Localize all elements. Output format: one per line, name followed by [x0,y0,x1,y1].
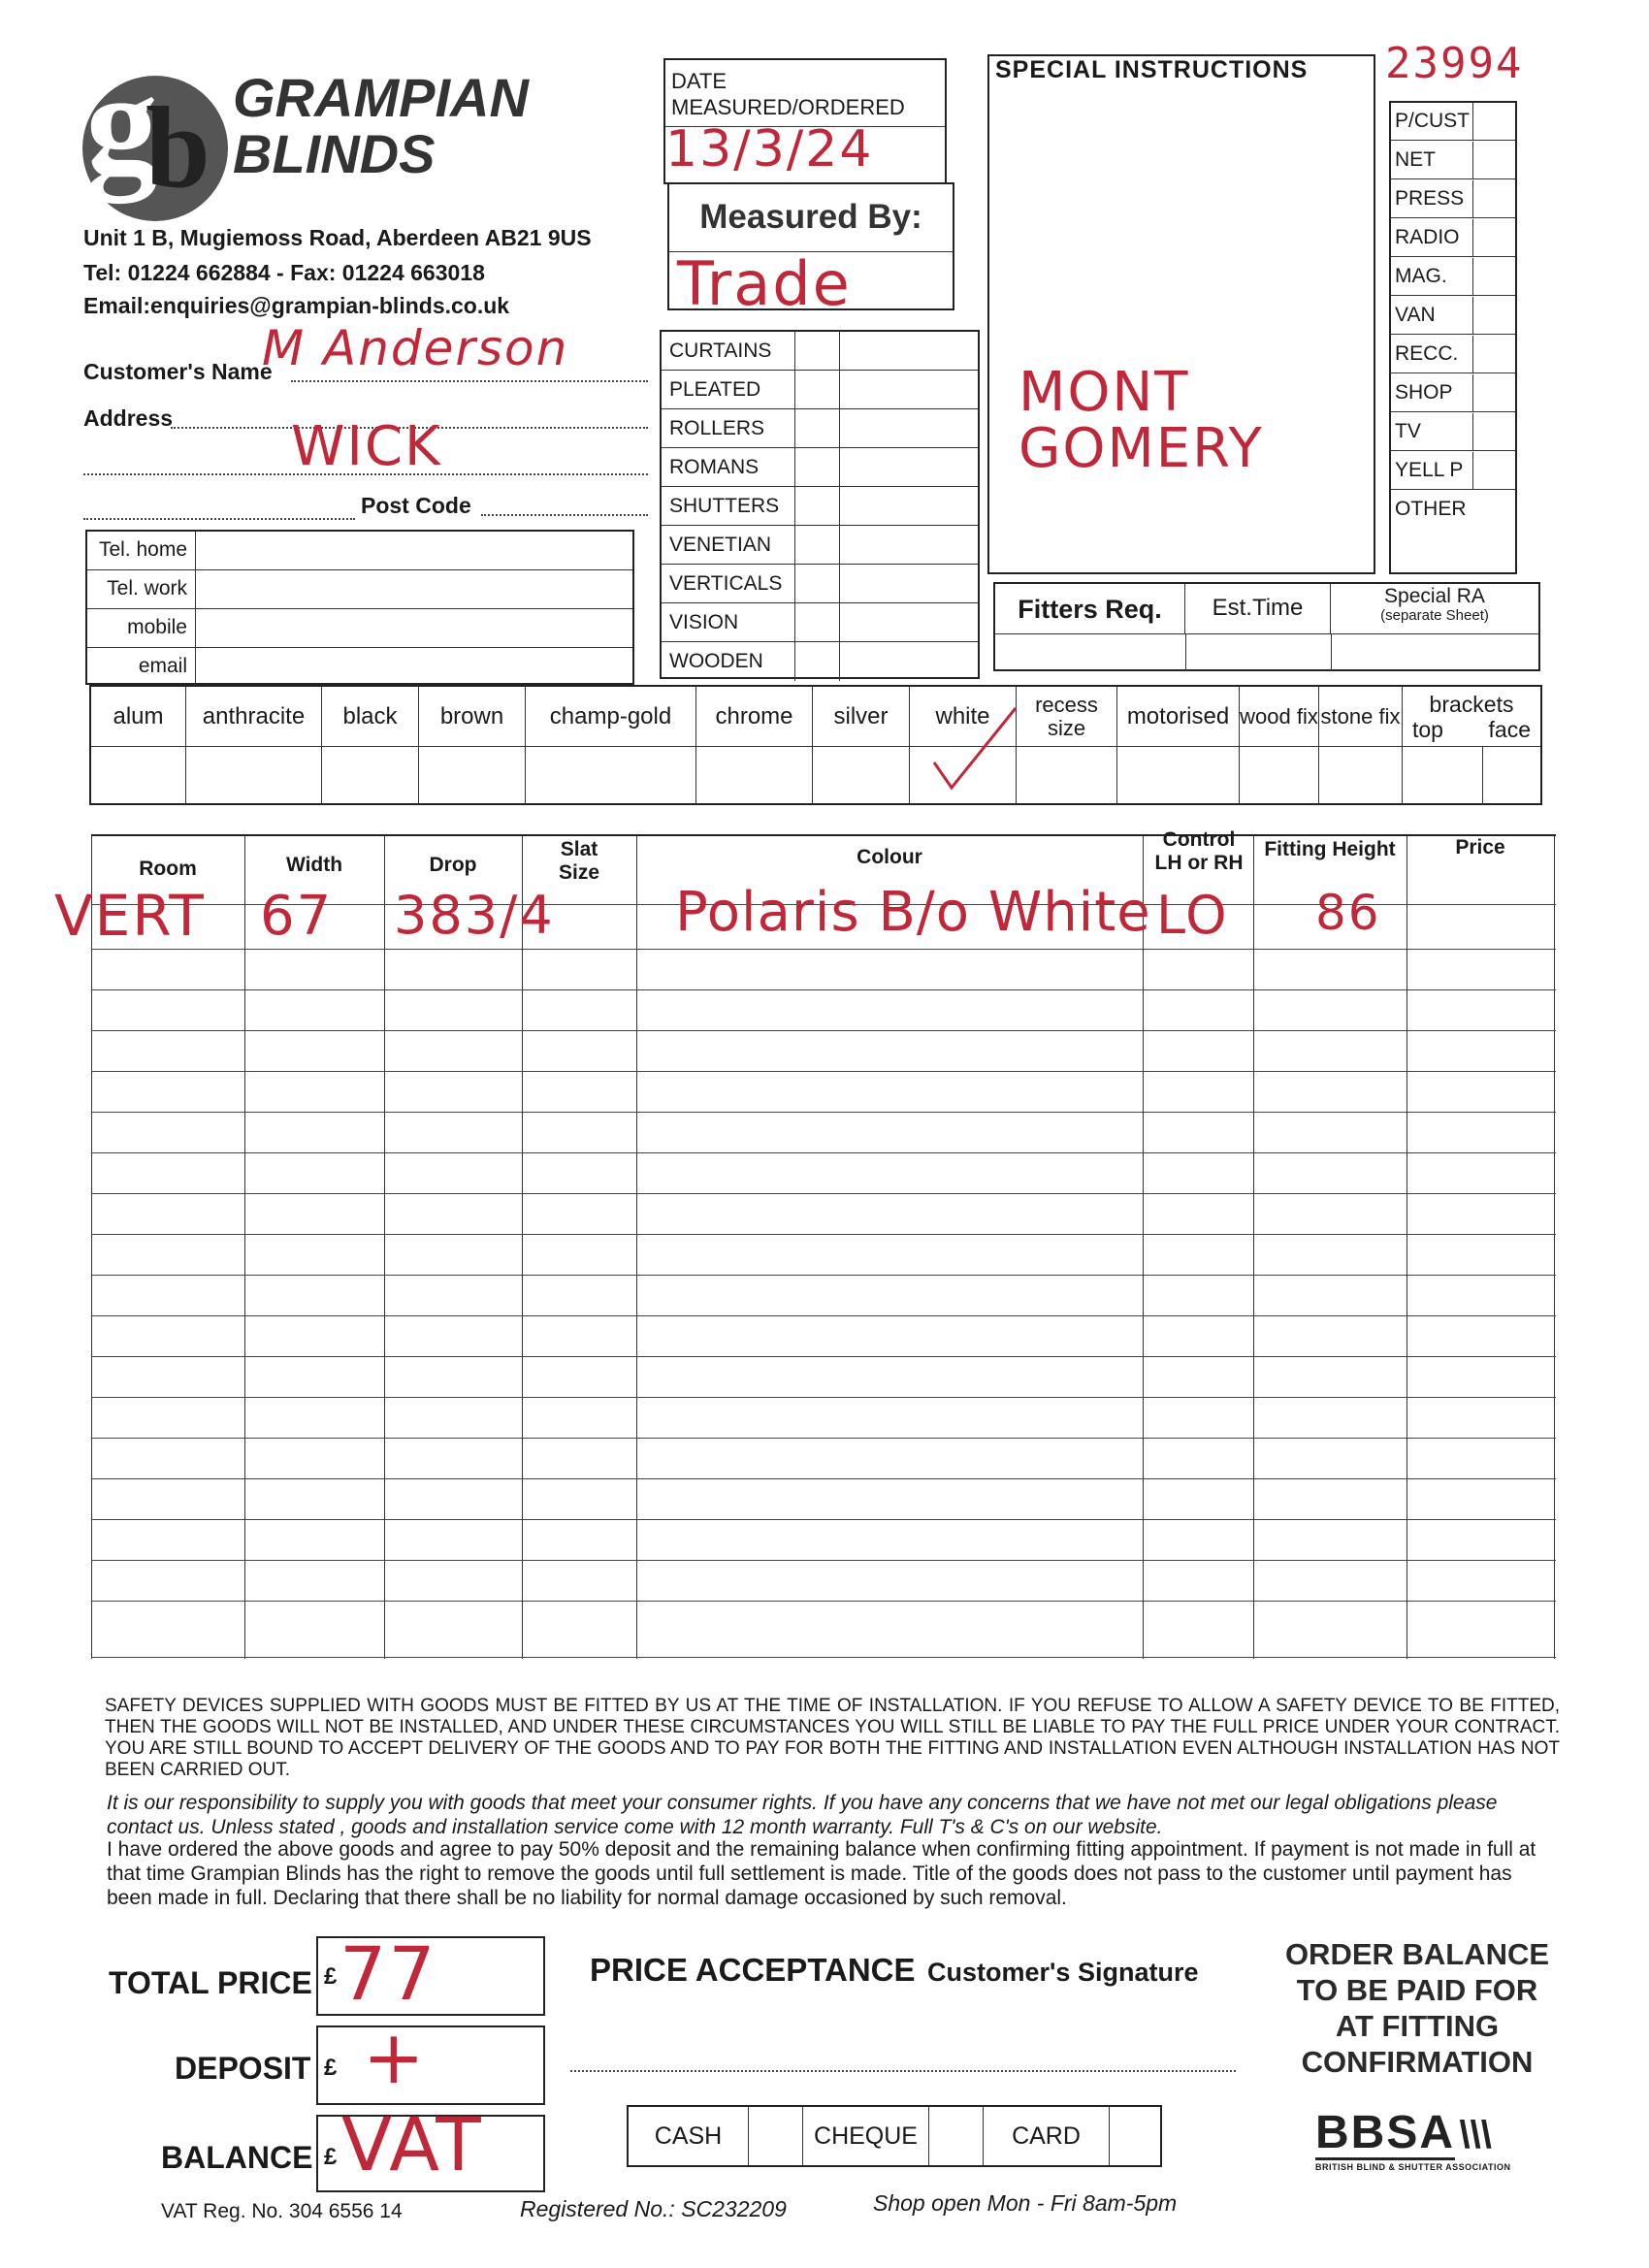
source-row: RECC. [1391,336,1515,373]
currency-symbol: £ [324,1963,338,1990]
date-label-1: DATE [671,69,728,93]
header-width: Width [285,854,343,876]
source-row: VAN [1391,297,1515,335]
email-label: email [87,648,196,687]
product-row [662,642,978,681]
source-row: OTHER [1395,498,1467,520]
measured-value: Trade [677,248,852,319]
payment-method-table [627,2105,1162,2167]
source-row: RADIO [1391,219,1515,257]
option-cell [696,687,813,803]
brand-name [233,67,529,184]
special-instructions-box [987,54,1375,574]
option-white: white [910,687,1016,747]
product-row [662,565,978,603]
postcode-line-left [83,518,355,520]
option-wood-fix: wood fix [1240,687,1318,747]
option-brown: brown [419,687,525,747]
contact-table [85,530,634,685]
registered-number: Registered No.: SC232209 [520,2196,787,2221]
product-row [662,603,978,642]
price-acceptance [590,1952,1198,1989]
header-price: Price [1455,836,1505,859]
product-wooden: WOODEN [662,642,795,681]
tel-home-row [87,532,632,570]
pay-cash[interactable]: CASH [629,2107,749,2165]
currency-symbol: £ [324,2055,338,2081]
header-colour: Colour [857,846,922,868]
source-row: PRESS [1391,180,1515,218]
special-note-line-1: MONT [1018,361,1190,424]
tel-work-label: Tel. work [87,570,196,608]
company-address: Unit 1 B, Mugiemoss Road, Aberdeen AB21 9US [83,225,592,250]
pay-cheque[interactable]: CHEQUE [803,2107,929,2165]
vat-number: VAT Reg. No. 304 6556 14 [161,2200,403,2222]
row1-control: LO [1156,885,1229,946]
customer-signature-label: Customer's Signature [926,1958,1199,1987]
options-table [89,685,1542,805]
header-slat-size: Slat Size [558,838,600,884]
email-row [87,648,632,687]
header-drop: Drop [429,854,477,876]
source-row: P/CUST [1391,103,1515,141]
option-cell [813,687,910,803]
special-ra-label: Special RA [1384,585,1485,607]
option-silver: silver [813,687,909,747]
product-verticals: VERTICALS [662,565,795,602]
brand-line-2: BLINDS [233,123,436,184]
product-row [662,409,978,448]
option-black: black [322,687,418,747]
price-acceptance-title: PRICE ACCEPTANCE [590,1952,916,1988]
option-anthracite: anthracite [186,687,321,747]
signature-line[interactable] [570,2070,1236,2072]
est-time-label: Est.Time [1185,584,1331,634]
option-cell [526,687,696,803]
pay-cheque-check[interactable] [929,2107,984,2165]
product-vision: VISION [662,603,795,641]
balance-value: VAT [341,2101,483,2187]
option-cell [322,687,419,803]
option-brackets [1403,687,1540,803]
brackets-face: face [1488,717,1531,742]
special-ra-note: (separate Sheet) [1380,607,1489,624]
date-value: 13/3/24 [665,120,874,178]
date-box [663,58,947,184]
option-cell [1319,687,1403,803]
source-row: TV [1391,413,1515,451]
bbsa-logo: BBSA \\\ BRITISH BLIND & SHUTTER ASSOCIATION [1315,2109,1548,2172]
measured-box [667,182,954,319]
balance-box [316,2101,545,2192]
option-cell [419,687,526,803]
mobile-label: mobile [87,609,196,647]
option-motorised: motorised [1117,687,1239,747]
special-note [1018,361,1264,480]
row1-width: 67 [260,885,334,948]
special-instructions-label: SPECIAL INSTRUCTIONS [995,56,1309,83]
option-cell [1017,687,1117,803]
logo-mark: g [85,43,158,204]
row1-room: VERT [54,883,206,949]
consumer-rights: It is our responsibility to supply you with goods that meet your consumer rights. If you have any concerns that we have not met our legal obligations please contact us. Unless stated , goods and installation service come with 12 month warranty. Full T's & C's on our website. [107,1792,1498,1838]
company-phone: Tel: 01224 662884 - Fax: 01224 663018 [83,260,485,285]
balance-note-line: TO BE PAID FOR [1296,1973,1538,2007]
header-control: Control LH or RH [1154,828,1244,874]
address-label: Address [83,405,174,431]
source-row: MAG. [1391,258,1515,296]
balance-note-line: AT FITTING [1335,2009,1500,2043]
product-row [662,448,978,487]
deposit-value: + [363,2014,427,2100]
product-row [662,371,978,409]
header-room: Room [139,858,197,880]
product-table [660,330,980,679]
special-note-line-2: GOMERY [1018,417,1264,480]
option-recess-size: recess size [1017,687,1116,747]
total-price-value: 77 [340,1930,437,2017]
tel-work-row [87,570,632,609]
mobile-row [87,609,632,648]
total-price-box [316,1930,545,2017]
form-number: 23994 [1385,39,1524,88]
logo-mark-b: b [146,82,210,211]
customer-name-line [291,380,648,382]
shop-hours: Shop open Mon - Fri 8am-5pm [873,2190,1178,2216]
measured-label: Measured By: [669,184,953,252]
postcode-line [481,514,648,516]
balance-label: BALANCE [161,2140,313,2175]
pay-card[interactable]: CARD [984,2107,1110,2165]
option-cell [1240,687,1319,803]
bbsa-mark: BBSA [1315,2107,1456,2158]
balance-note-line: ORDER BALANCE [1284,1937,1550,1971]
bbsa-caption: BRITISH BLIND & SHUTTER ASSOCIATION [1315,2162,1511,2172]
deposit-box [316,2014,545,2105]
pay-card-check[interactable] [1110,2107,1160,2165]
header-fitting-height: Fitting Height [1264,838,1396,860]
date-label-2: MEASURED/ORDERED [671,95,905,119]
product-curtains: CURTAINS [662,332,795,370]
customer-name-label: Customer's Name [83,359,273,384]
total-price-label: TOTAL PRICE [109,1965,312,2000]
option-chrome: chrome [696,687,812,747]
option-cell [1117,687,1240,803]
brackets-label: brackets [1429,692,1514,717]
company-email: Email:enquiries@grampian-blinds.co.uk [83,293,510,318]
option-champ-gold: champ-gold [526,687,695,747]
source-row: YELL P [1391,452,1515,490]
product-row [662,487,978,526]
fitters-table [993,582,1540,671]
option-cell [186,687,322,803]
source-row: SHOP [1391,374,1515,412]
safety-terms: SAFETY DEVICES SUPPLIED WITH GOODS MUST BE FITTED BY US AT THE TIME OF INSTALLATION. IF YOU REFUSE TO ALLOW A SAFETY DEVICE TO BE FITTED, THEN THE GOODS WILL NOT BE INSTALLED, AND UNDER THESE CIRCUMSTANCES YOU WILL STILL BE LIABLE TO PAY THE FULL PRICE UNDER YOUR CONTRACT. YOU ARE STILL BOUND TO ACCEPT DELIVERY OF THE GOODS AND TO PAY FOR BOTH THE FITTING AND INSTALLATION EVEN ALTHOUGH INSTALLATION HAS NOT BEEN CARRIED OUT. [105,1696,1560,1780]
order-table [54,828,1556,1657]
white-check-mark [926,702,1023,799]
order-balance-note [1263,1936,1571,2080]
product-pleated: PLEATED [662,371,795,408]
option-cell [91,687,186,803]
product-shutters: SHUTTERS [662,487,795,525]
tel-home-label: Tel. home [87,532,196,569]
brand-line-1: GRAMPIAN [233,67,529,128]
postcode-label: Post Code [361,493,471,518]
address-value: WICK [291,415,442,478]
date-label [671,68,905,120]
product-row [662,526,978,565]
product-romans: ROMANS [662,448,795,486]
special-ra [1331,584,1538,634]
fitters-label: Fitters Req. [995,584,1185,634]
payment-terms: I have ordered the above goods and agree to pay 50% deposit and the remaining balance when confirming fitting appointment. If payment is not made in full at that time Grampian Blinds has the right to remove the goods until full settlement is made. Title of the goods does not pass to the customer until payment has been made in full. Declaring that there shall be no liability for normal damage occasioned by such removal. [107,1838,1536,1909]
option-alum: alum [91,687,185,747]
product-rollers: ROLLERS [662,409,795,447]
option-stone-fix: stone fix [1319,687,1402,747]
balance-note-line: CONFIRMATION [1301,2045,1534,2079]
brackets-top: top [1412,717,1443,742]
customer-name-value: M Anderson [262,320,569,376]
row1-drop: 383/4 [394,885,555,946]
source-row: NET [1391,142,1515,179]
currency-symbol: £ [324,2144,338,2170]
pay-cash-check[interactable] [749,2107,803,2165]
brackets-header [1403,687,1540,747]
deposit-label: DEPOSIT [175,2051,311,2086]
row1-colour: Polaris B/o White [675,881,1151,944]
source-table [1389,101,1517,574]
product-row [662,332,978,371]
product-venetian: VENETIAN [662,526,795,564]
row1-fitting-height: 86 [1315,885,1381,941]
